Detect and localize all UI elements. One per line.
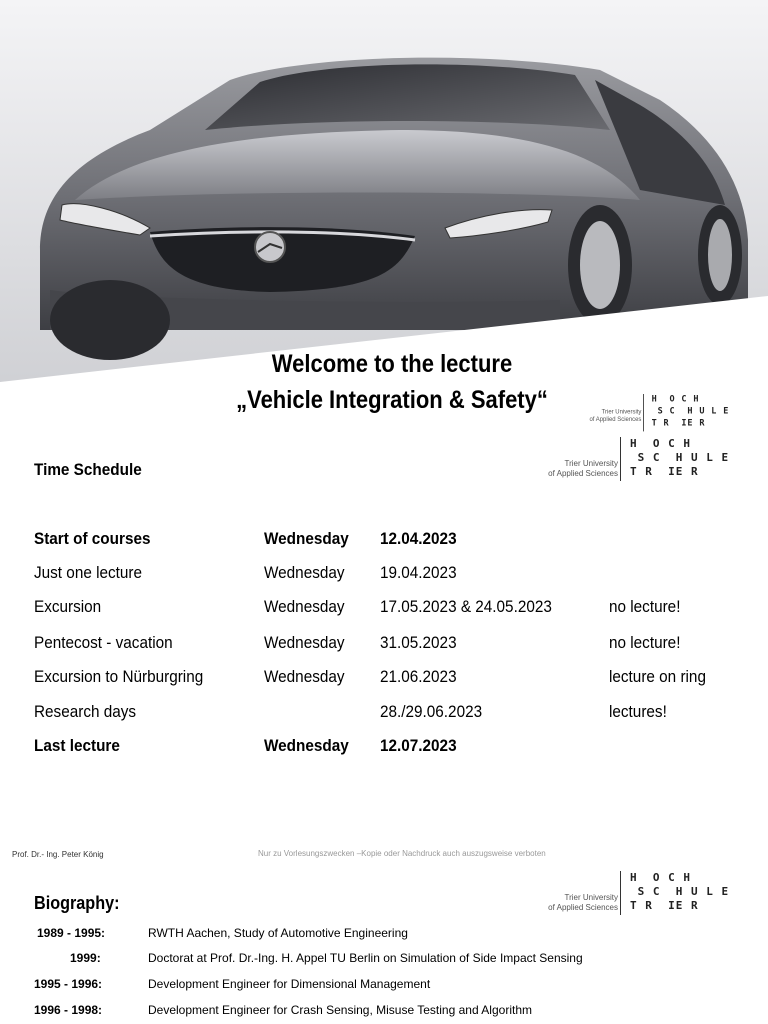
schedule-note: no lecture! — [609, 633, 681, 652]
logo-university-name: Trier University — [564, 459, 618, 468]
logo-university-subtitle: of Applied Sciences — [548, 903, 618, 912]
bio-text: Development Engineer for Dimensional Management — [148, 977, 431, 991]
bio-text: Doctorat at Prof. Dr.-Ing. H. Appel TU Berlin on Simulation of Side Impact Sensing — [148, 951, 583, 965]
logo-row-3: T R IE R — [651, 418, 706, 428]
logo-row-2: S C H U L E — [630, 451, 730, 464]
schedule-note: lectures! — [609, 702, 667, 721]
logo-row-1: H O C H — [651, 394, 700, 405]
logo-divider — [620, 437, 621, 481]
biography-heading: Biography: — [34, 893, 120, 913]
schedule-day: Wednesday — [264, 563, 345, 582]
schedule-event: Last lecture — [34, 736, 120, 755]
footer-notice: Nur zu Vorlesungszwecken –Kopie oder Nachdruck auch auszugsweise verboten — [258, 849, 546, 858]
title-line-2: „Vehicle Integration & Safety“ — [236, 386, 548, 414]
schedule-day: Wednesday — [264, 633, 345, 652]
schedule-date: 28./29.06.2023 — [380, 702, 483, 721]
university-logo — [534, 437, 764, 481]
logo-university-subtitle: of Applied Sciences — [589, 416, 642, 423]
university-logo-bio — [534, 871, 764, 915]
logo-university-name: Trier University — [564, 893, 618, 902]
bio-years: 1995 - 1996: — [34, 977, 103, 991]
logo-row-1: H O C H — [630, 871, 691, 884]
logo-university-name: Trier University — [601, 409, 642, 416]
schedule-date: 21.06.2023 — [380, 667, 457, 686]
schedule-day: Wednesday — [264, 736, 349, 755]
schedule-date: 17.05.2023 & 24.05.2023 — [380, 597, 552, 616]
logo-row-1: H O C H — [630, 437, 691, 450]
schedule-day: Wednesday — [264, 667, 345, 686]
logo-divider — [620, 871, 621, 915]
schedule-event: Research days — [34, 702, 137, 721]
university-logo-small — [570, 394, 766, 431]
bio-years: 1996 - 1998: — [34, 1003, 103, 1017]
schedule-date: 31.05.2023 — [380, 633, 457, 652]
schedule-note: no lecture! — [609, 597, 681, 616]
schedule-date: 12.07.2023 — [380, 736, 457, 755]
bio-years: 1989 - 1995: — [37, 926, 106, 940]
bio-years: 1999: — [70, 951, 101, 965]
schedule-heading: Time Schedule — [34, 460, 142, 479]
schedule-event: Pentecost - vacation — [34, 633, 173, 652]
logo-row-3: T R IE R — [630, 465, 699, 478]
schedule-day: Wednesday — [264, 529, 349, 548]
schedule-date: 12.04.2023 — [380, 529, 457, 548]
footer-author: Prof. Dr.- Ing. Peter König — [12, 850, 104, 859]
schedule-event: Excursion to Nürburgring — [34, 667, 204, 686]
hero-car-image — [0, 0, 768, 390]
title-line-1: Welcome to the lecture — [271, 350, 513, 378]
bio-text: RWTH Aachen, Study of Automotive Engineering — [148, 926, 408, 940]
bio-text: Development Engineer for Crash Sensing, Misuse Testing and Algorithm — [148, 1003, 532, 1017]
schedule-day: Wednesday — [264, 597, 345, 616]
logo-divider — [643, 394, 644, 431]
logo-university-subtitle: of Applied Sciences — [548, 469, 618, 478]
logo-row-2: S C H U L E — [651, 406, 730, 417]
schedule-event: Start of courses — [34, 529, 151, 548]
logo-row-3: T R IE R — [630, 899, 699, 912]
schedule-event: Excursion — [34, 597, 102, 616]
schedule-note: lecture on ring — [609, 667, 706, 686]
logo-row-2: S C H U L E — [630, 885, 730, 898]
schedule-event: Just one lecture — [34, 563, 143, 582]
schedule-date: 19.04.2023 — [380, 563, 457, 582]
